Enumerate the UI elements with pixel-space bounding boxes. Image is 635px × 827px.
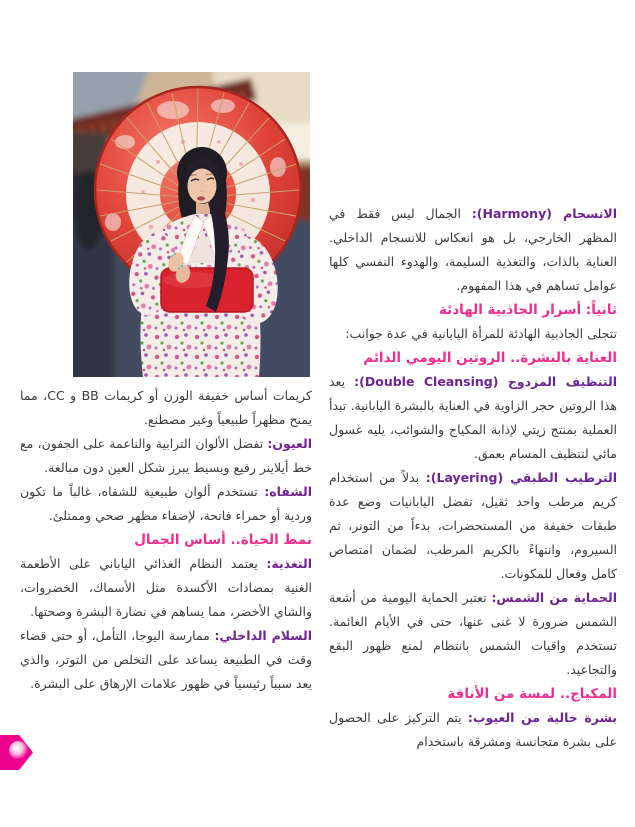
paragraph-text: تتجلى الجاذبية الهادئة للمرأة اليابانية في عدة جوانب: [345,326,617,341]
paragraph-text: الجمال ليس فقط في المظهر الخارجي، بل هو انعكاس للانسجام الداخلي. العناية بالذات، والتغذية السليمة، والهدوء النفسي كلها عوامل تساهم في هذا المفهوم. [329,206,617,293]
body-paragraph [329,202,617,298]
keyword-lead: الحماية من الشمس: [491,590,617,605]
paragraph-text: يتم التركيز على الحصول على بشرة متجانسة ومشرقة باستخدام [329,710,617,749]
body-paragraph [329,322,617,346]
paragraph-text: تعتبر الحماية اليومية من أشعة الشمس ضرورة لا غنى عنها، حتى في الأيام الغائمة. تستخدم واقيات الشمس بانتظام لمنع ظهور البقع والتجاعيد. [329,590,617,677]
paragraph-text: تستخدم ألوان طبيعية للشفاه، غالباً ما تكون وردية أو حمراء فاتحة، لإضفاء مظهر صحي وممتلئ. [20,484,312,523]
paragraph-text: ممارسة اليوجا، التأمل، أو حتى قضاء وقت في الطبيعة يساعد على التخلص من التوتر، والذي يعد سبباً رئيسياً في ظهور علامات الإرهاق على البشرة. [20,628,312,691]
body-paragraph [20,552,312,624]
page-edge-marker [0,735,33,770]
section-heading: العناية بالبشرة.. الروتين اليومي الدائم [363,350,617,366]
paragraph-text: كريمات أساس خفيفة الوزن أو كريمات BB و CC، مما يمنح مظهراً طبيعياً وغير مصطنع. [20,388,312,427]
section-heading: المكياج.. لمسة من الأناقة [447,686,617,702]
paragraph-text: تفضل الألوان الترابية والناعمة على الجفون، مع خط أيلاينر رفيع وبسيط يبرز شكل العين دون مبالغة. [20,436,312,475]
paragraph-text: يعتمد النظام الغذائي الياباني على الأطعمة الغنية بمضادات الأكسدة مثل الأسماك، الخضروات، والشاي الأخضر، مما يساهم في نضارة البشرة وصحتها. [20,556,312,619]
body-paragraph [20,384,312,432]
keyword-lead: الانسجام (Harmony): [471,206,617,221]
paragraph-text: بدلاً من استخدام كريم مرطب واحد ثقيل، تفضل اليابانيات وضع عدة طبقات خفيفة من المستحضرات، بدءاً من التونر، ثم السيروم، وانتهاءً بالكريم المرطب، لضمان امتصاص كامل وفعال للمكونات. [329,470,617,581]
body-paragraph [329,370,617,466]
body-paragraph [329,706,617,754]
column-left [20,384,312,696]
keyword-lead: الشفاه: [264,484,312,499]
marker-sphere [9,741,28,760]
body-paragraph [329,586,617,682]
body-paragraph [329,466,617,586]
keyword-lead: بشرة خالية من العيوب: [467,710,617,725]
article-photo [73,72,310,377]
keyword-lead: الترطيب الطبقي (Layering): [425,470,617,485]
body-paragraph [20,624,312,696]
photo-illustration [73,72,310,377]
body-paragraph [20,432,312,480]
section-heading: ثانياً: أسرار الجاذبية الهادئة [438,302,617,318]
column-right [329,202,617,754]
section-heading: نمط الحياة.. أساس الجمال [134,532,312,548]
keyword-lead: السلام الداخلي: [214,628,312,643]
keyword-lead: التغذية: [266,556,312,571]
keyword-lead: العيون: [267,436,312,451]
body-paragraph [20,480,312,528]
keyword-lead: التنظيف المزدوج (Double Cleansing): [354,374,617,389]
paragraph-text: يعد هذا الروتين حجر الزاوية في العناية بالبشرة اليابانية. تبدأ العملية بمنتج زيتي لإذابة المكياج والشوائب، يليه غسول مائي لتنظيف المسام بعمق. [329,374,617,461]
